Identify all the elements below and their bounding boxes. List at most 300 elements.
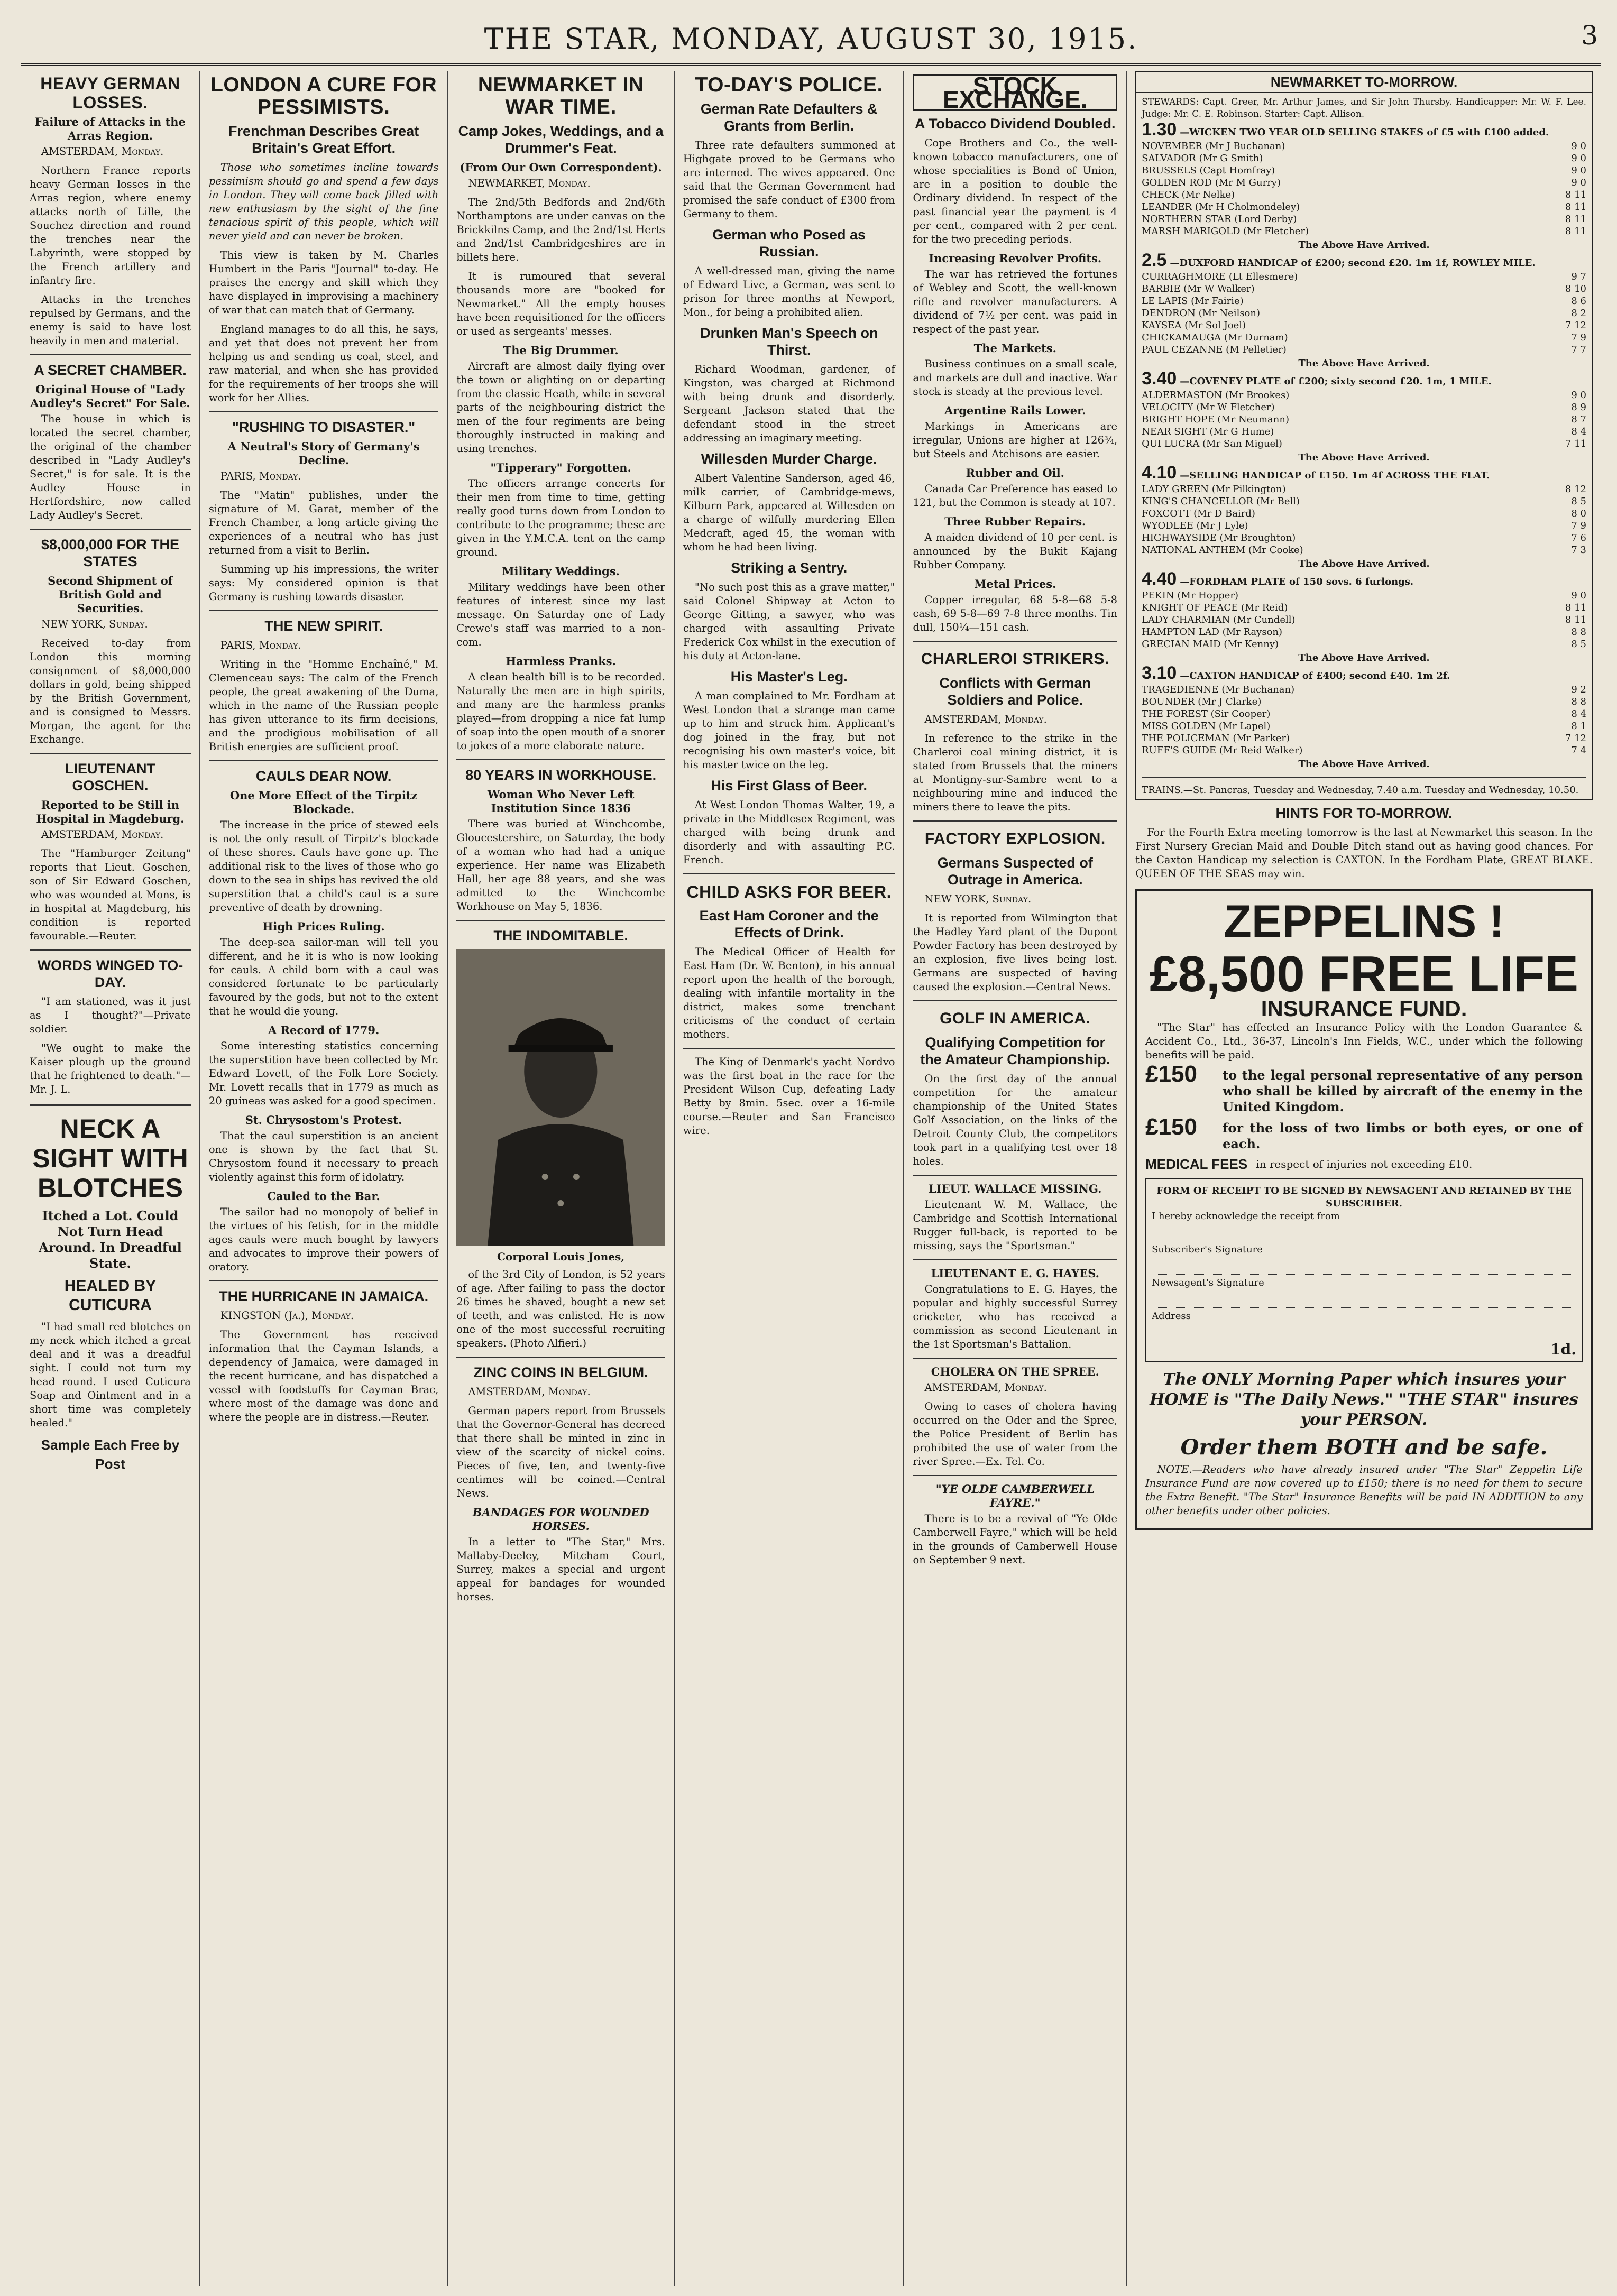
horse-entry (1142, 140, 1586, 152)
horse-weight: 8 11 (1565, 214, 1586, 225)
column-5 (904, 71, 1127, 2286)
subhead-striking-sentry: Striking a Sentry. (731, 560, 848, 576)
soldier-portrait-icon (456, 949, 665, 1246)
subhead-first-glass: His First Glass of Beer. (711, 778, 868, 794)
article-text: Cope Brothers and Co., the well-known tobacco manufacturers, one of whose specialities is Bond of Union, are in a position to double the Ordinary dividend. In respect of the past financial year the payment is 4 per cent., compared with 2 per cent. for the two preceding periods. (913, 137, 1118, 245)
divider (1142, 777, 1586, 778)
horse-entry (1142, 164, 1586, 177)
zep-benefit-text: in respect of injuries not exceeding £10. (1256, 1158, 1473, 1170)
horse-weight: 9 0 (1571, 390, 1586, 401)
horse-entry (1142, 638, 1586, 650)
dateline: NEWMARKET, Monday. (468, 177, 591, 189)
horse-entry (1142, 177, 1586, 189)
divider (209, 760, 438, 761)
horse-name: GOLDEN ROD (Mr M Gurry) (1142, 177, 1281, 188)
article-text: The increase in the price of stewed eels is not the only result of Tirpitz's blockade of these shores. Cauls have gone up. The additional risk to the lives of those who go down to the sea in ships has revived the old superstition that a child's caul is a sure preventive of death by drowning. (208, 819, 439, 914)
race-name: —FORDHAM PLATE of 150 sovs. 6 furlongs. (1180, 576, 1414, 587)
columns (21, 71, 1601, 2286)
column-4 (675, 71, 905, 2286)
headline-lieutenant-goschen: LIEUTENANT GOSCHEN. (65, 761, 155, 794)
horse-weight: 8 11 (1565, 226, 1586, 237)
masthead-title: THE STAR, MONDAY, AUGUST 30, 1915. (484, 22, 1138, 56)
ad-headline: NECK A SIGHT WITH BLOTCHES (32, 1114, 188, 1203)
subhead-frenchman: Frenchman Describes Great Britain's Great Effort. (228, 123, 419, 156)
form-field[interactable] (1152, 1292, 1576, 1308)
race-time: 3.40 (1142, 368, 1177, 389)
horse-entry (1142, 401, 1586, 413)
divider (913, 1358, 1117, 1359)
divider (30, 354, 191, 355)
horse-weight: 8 8 (1571, 696, 1586, 707)
horse-weight: 9 0 (1571, 165, 1586, 176)
crosshead: Harmless Pranks. (506, 654, 616, 668)
horse-weight: 7 12 (1565, 733, 1586, 744)
stewards-note: STEWARDS: Capt. Greer, Mr. Arthur James, and Sir John Thursby. Handicapper: Mr. W. F. Lee. Judge: Mr. C. E. Robinson. Starter: Capt. Allison. (1142, 97, 1586, 119)
horse-entry (1142, 225, 1586, 237)
horse-entry (1142, 319, 1586, 331)
horse-name: KNIGHT OF PEACE (Mr Reid) (1142, 602, 1288, 613)
horse-weight: 8 4 (1571, 708, 1586, 720)
divider (913, 1175, 1117, 1176)
horse-entry (1142, 614, 1586, 626)
horse-weight: 8 11 (1565, 201, 1586, 213)
horse-entry (1142, 532, 1586, 544)
article-text: It is rumoured that several thousands more are "booked for Newmarket." All the empty houses have been requisitioned for the officers or used as sergeants' messes. (456, 270, 665, 337)
subhead-conflicts: Conflicts with German Soldiers and Police. (939, 675, 1091, 708)
horse-entry (1142, 189, 1586, 201)
dateline: NEW YORK, Sunday. (924, 893, 1032, 905)
form-field[interactable] (1152, 1225, 1576, 1241)
horse-weight: 7 9 (1571, 332, 1586, 343)
horse-name: LEANDER (Mr H Cholmondeley) (1142, 201, 1300, 213)
headline-golf-america: GOLF IN AMERICA. (940, 1010, 1091, 1027)
form-line: Subscriber's Signature (1152, 1244, 1263, 1255)
article-text: Markings in Americans are irregular, Unions are higher at 126¾, but Steels and Atchisons are easier. (913, 420, 1118, 460)
horse-weight: 7 7 (1571, 344, 1586, 355)
subhead-lady-audley: Original House of "Lady Audley's Secret" For Sale. (30, 383, 190, 410)
horse-entry (1142, 283, 1586, 295)
horse-entry (1142, 508, 1586, 520)
horse-name: HAMPTON LAD (Mr Rayson) (1142, 626, 1283, 638)
race-time: 1.30 (1142, 119, 1177, 140)
horse-name: KAYSEA (Mr Sol Joel) (1142, 320, 1246, 331)
divider (209, 411, 438, 412)
headline-camberwell-fayre: "YE OLDE CAMBERWELL FAYRE." (935, 1482, 1095, 1509)
horse-weight: 8 4 (1571, 426, 1586, 437)
horse-name: SALVADOR (Mr G Smith) (1142, 153, 1263, 164)
horse-name: NATIONAL ANTHEM (Mr Cooke) (1142, 545, 1303, 556)
crosshead: Military Weddings. (502, 565, 620, 578)
race-time: 2.5 (1142, 250, 1167, 270)
zep-benefit-amount: £150 (1145, 1061, 1197, 1087)
article-text: Three rate defaulters summoned at Highgate proved to be Germans who are interned. The wives appeared. One said that the German Government had promised the safe conduct of £300 from Germany to them. (683, 139, 895, 220)
subhead-willesden-murder: Willesden Murder Charge. (701, 451, 877, 467)
divider (209, 1280, 438, 1281)
subhead-tirpitz: One More Effect of the Tirpitz Blockade. (229, 789, 418, 816)
headline-factory-explosion: FACTORY EXPLOSION. (924, 830, 1106, 847)
headline-8-million: $8,000,000 FOR THE STATES (41, 537, 180, 569)
horse-weight: 8 6 (1571, 296, 1586, 307)
headline-lieut-hayes: LIEUTENANT E. G. HAYES. (931, 1267, 1099, 1280)
horse-weight: 9 0 (1571, 177, 1586, 188)
ad-footer: Sample Each Free by Post (41, 1437, 180, 1472)
ad-text: "I had small red blotches on my neck which itched a great deal and it was a dreadful sight. I could not turn my head round. I used Cuticura Soap and Ointment and in a short time was completely healed." (30, 1321, 191, 1429)
article-text: Aircraft are almost daily flying over the town or alighting on or departing from the classic Heath, while in several parts of the neighbouring district the men of the four regiments are being thoroughly instructed in making and using trenches. (456, 360, 665, 455)
article-text: Writing in the "Homme Enchaîné," M. Clemenceau says: The calm of the French people, the great awakening of the Duma, which in the name of the Russian people has given utterance to its firm decisions, and the prodigious mobilisation of all British energies are sufficient proof. (208, 658, 439, 753)
subhead-drunken-man: Drunken Man's Speech on Thirst. (700, 325, 878, 358)
horse-weight: 7 3 (1571, 545, 1586, 556)
form-title: FORM OF RECEIPT TO BE SIGNED BY NEWSAGENT AND RETAINED BY THE SUBSCRIBER. (1156, 1185, 1572, 1209)
subhead-qualifying: Qualifying Competition for the Amateur Championship. (920, 1035, 1110, 1067)
zep-intro: "The Star" has effected an Insurance Policy with the London Guarantee & Accident Co., Ltd., 36-37, Lincoln's Inn Fields, W.C., under which the following benefits will be paid. (1145, 1021, 1583, 1061)
race-time: 4.10 (1142, 463, 1177, 483)
divider (209, 610, 438, 611)
headline-new-spirit: THE NEW SPIRIT. (264, 618, 383, 634)
page-number: 3 (1581, 20, 1598, 51)
article-text: Canada Car Preference has eased to 121, but the Common is steady at 107. (913, 483, 1118, 509)
racecard-body (1136, 93, 1592, 799)
horse-name: BRUSSELS (Capt Homfray) (1142, 165, 1275, 176)
dateline: PARIS, Monday. (220, 470, 301, 482)
article-text: The "Matin" publishes, under the signature of M. Garat, member of the French Chamber, a long article giving the experiences of a neutral who has just returned from a visit to Berlin. (208, 489, 439, 556)
article-intro: Those who sometimes incline towards pessimism should go and spend a few days in London. They will come back filled with new enthusiasm by the sight of the fine tenacious spirit of this people, which will never yield and can never be broken. (208, 161, 439, 242)
horse-entry (1142, 271, 1586, 283)
headline-cauls-dear: CAULS DEAR NOW. (255, 768, 392, 784)
article-text: Northern France reports heavy German losses in the Arras region, where enemy attacks north of Lille, the Souchez direction and round the trenches near the Labyrinth, were stopped by the French artillery and infantry fire. (30, 164, 191, 287)
article-text: The Government has received information that the Cayman Islands, a dependency of Jamaica, were damaged in the recent hurricane, and has dispatched a vessel with foodstuffs for Cayman Brac, where most of the damage was done and where the people are in distress.—Reuter. (208, 1329, 439, 1423)
horse-entry (1142, 720, 1586, 732)
race-name: —SELLING HANDICAP of £150. 1m 4f ACROSS THE FLAT. (1180, 470, 1490, 481)
article-text: On the first day of the annual competition for the amateur championship of the United States Golf Association, on the links of the Detroit County Club, the competitors took part in a qualifying test over 18 holes. (913, 1073, 1118, 1167)
horse-name: DENDRON (Mr Neilson) (1142, 308, 1261, 319)
arrived-note: The Above Have Arrived. (1298, 358, 1430, 369)
hints-text: For the Fourth Extra meeting tomorrow is the last at Newmarket this season. In the First Nursery Grecian Maid and Double Ditch stand out as having good chances. For the Caxton Handicap my selection is CAXTON. In the Fordham Plate, GREAT BLAKE. QUEEN OF THE SEAS may win. (1135, 826, 1593, 880)
headline-child-asks-beer: CHILD ASKS FOR BEER. (686, 882, 892, 901)
article-text: Copper irregular, 68 5-8—68 5-8 cash, 69 5-8—69 7-8 three months. Tin dull, 150¼—151 cash. (913, 594, 1118, 633)
zep-amount: £8,500 FREE LIFE (1150, 946, 1579, 1002)
divider (913, 820, 1117, 822)
horse-name: CHICKAMAUGA (Mr Durnam) (1142, 332, 1288, 343)
race-title (1142, 368, 1586, 389)
zep-benefit (1145, 1114, 1583, 1152)
crosshead: Three Rubber Repairs. (944, 515, 1086, 528)
article-text: Received to-day from London this morning consignment of $8,000,000 dollars in gold, being shipped by the British Government, and is consigned to Messrs. Morgan, the agent for the Exchange. (30, 637, 191, 745)
horse-name: NEAR SIGHT (Mr G Hume) (1142, 426, 1274, 437)
article-text: In reference to the strike in the Charleroi coal mining district, it is stated from Brussels that the miners at Montigny-sur-Sambre went to a neighbouring mine and induced the miners there to leave the pits. (913, 732, 1118, 813)
horse-name: BOUNDER (Mr J Clarke) (1142, 696, 1262, 707)
horse-weight: 7 9 (1571, 520, 1586, 531)
race-title (1142, 463, 1586, 483)
horse-entry (1142, 152, 1586, 164)
horse-name: THE FOREST (Sir Cooper) (1142, 708, 1271, 720)
ad-subhead: Itched a Lot. Could Not Turn Head Around. In Dreadful State. (39, 1208, 182, 1271)
horse-entry (1142, 744, 1586, 757)
headline-todays-police: TO-DAY'S POLICE. (695, 73, 883, 96)
dateline: KINGSTON (Ja.), Monday. (220, 1310, 354, 1322)
article-text: The Medical Officer of Health for East Ham (Dr. W. Benton), in his annual report upon the health of the borough, dealing with infantile mortality in the district, makes some trenchant criticisms of the conduct of certain mothers. (683, 946, 895, 1040)
horse-weight: 9 0 (1571, 141, 1586, 152)
horse-entry (1142, 426, 1586, 438)
crosshead: The Big Drummer. (503, 344, 619, 357)
headline-hurricane-jamaica: THE HURRICANE IN JAMAICA. (219, 1288, 429, 1304)
horse-name: LADY GREEN (Mr Pilkington) (1142, 484, 1286, 495)
article-text: Lieutenant W. M. Wallace, the Cambridge and Scottish International Rugger full-back, is reported to be missing, says the "Sportsman." (913, 1198, 1118, 1252)
subhead-magdeburg: Reported to be Still in Hospital in Magdeburg. (36, 798, 185, 825)
headline-cholera-spree: CHOLERA ON THE SPREE. (931, 1365, 1099, 1378)
horse-name: VELOCITY (Mr W Fletcher) (1142, 402, 1275, 413)
horse-entry (1142, 602, 1586, 614)
subhead-camp-jokes: Camp Jokes, Weddings, and a Drummer's Feat. (458, 123, 664, 156)
horse-name: GRECIAN MAID (Mr Kenny) (1142, 639, 1279, 650)
ad-brand: HEALED BY CUTICURA (64, 1277, 157, 1314)
form-field[interactable] (1152, 1258, 1576, 1275)
crosshead: "Tipperary" Forgotten. (490, 461, 631, 474)
article-text: "I am stationed, was it just as I thought?"—Private soldier. (30, 995, 191, 1035)
byline: (From Our Own Correspondent). (460, 161, 662, 174)
photo-caption: Corporal Louis Jones, (497, 1250, 625, 1263)
horse-entry (1142, 708, 1586, 720)
headline-80-years-workhouse: 80 YEARS IN WORKHOUSE. (465, 767, 657, 783)
headline-zinc-coins: ZINC COINS IN BELGIUM. (473, 1364, 648, 1380)
article-text: The 2nd/5th Bedfords and 2nd/6th Northamptons are under canvas on the Brickkilns Camp, and the 2nd/1st Herts and 2nd/1st Cambridgeshires are in billets here. (456, 196, 665, 263)
article-text: Military weddings have been other features of interest since my last message. On Saturday one of Lady Crewe's staff was married to a non-com. (456, 581, 665, 648)
article-text: Attacks in the trenches repulsed by Germans, and the enemy is said to have lost heavily in men and material. (30, 293, 191, 347)
horse-name: RUFF'S GUIDE (Mr Reid Walker) (1142, 745, 1303, 756)
horse-entry (1142, 213, 1586, 225)
horse-entry (1142, 331, 1586, 344)
article-text: A maiden dividend of 10 per cent. is announced by the Bukit Kajang Rubber Company. (913, 531, 1118, 571)
photo-corporal-louis-jones (456, 949, 665, 1246)
horse-entry (1142, 520, 1586, 532)
crosshead: A Record of 1779. (268, 1023, 380, 1037)
article-text: A well-dressed man, giving the name of Edward Live, a German, was sent to prison for three months at Newport, Mon., for being a prohibited alien. (683, 265, 895, 318)
crosshead: The Markets. (973, 342, 1056, 355)
crosshead: Increasing Revolver Profits. (929, 252, 1102, 265)
article-text: Some interesting statistics concerning the superstition have been collected by Mr. Edward Lovett, of the Folk Lore Society. Mr. Lovett recalls that in 1779 as much as 20 guineas was asked for a good specimen. (208, 1040, 439, 1107)
divider (683, 1048, 895, 1049)
article-text: The house in which is located the secret chamber, the original of the chamber described in "Lady Audley's Secret," is for sale. It is the Audley House in Hertfordshire, now called Lady Audley's Secret. (30, 413, 191, 521)
column-1 (21, 71, 200, 2286)
subhead-rate-defaulters: German Rate Defaulters & Grants from Berlin. (700, 101, 878, 134)
article-text: "No such post this as a grave matter," said Colonel Shipway at Acton to George Gitting, a sawyer, who was charged with assaulting Private Frederick Cox whilst in the execution of his duty at Acton-lane. (683, 581, 895, 662)
race-name: —DUXFORD HANDICAP of £200; second £20. 1m 1f, ROWLEY MILE. (1170, 257, 1536, 269)
horse-name: LE LAPIS (Mr Fairie) (1142, 296, 1244, 307)
divider (913, 641, 1117, 642)
horse-entry (1142, 684, 1586, 696)
zep-benefit (1145, 1157, 1583, 1171)
horse-weight: 8 11 (1565, 614, 1586, 625)
horse-weight: 7 6 (1571, 532, 1586, 543)
article-text: England manages to do all this, he says, and yet that does not prevent her from helping us and sending us coal, steel, and raw material, and when she has provided for the requirements of her troops she will work for her Allies. (208, 323, 439, 404)
headline-london-cure: LONDON A CURE FOR PESSIMISTS. (210, 73, 437, 118)
zep-benefit-amount: MEDICAL FEES (1145, 1156, 1248, 1172)
column-3 (448, 71, 675, 2286)
article-text: Business continues on a small scale, and markets are dull and inactive. War stock is steady at the previous level. (913, 358, 1118, 398)
divider (913, 1259, 1117, 1260)
horse-weight: 8 9 (1571, 402, 1586, 413)
horse-weight: 8 5 (1571, 496, 1586, 507)
horse-entry (1142, 483, 1586, 495)
receipt-form (1145, 1178, 1583, 1362)
headline-stock-exchange: STOCK EXCHANGE. (913, 74, 1117, 111)
race-title (1142, 663, 1586, 683)
article-text: The King of Denmark's yacht Nordvo was the first boat in the race for the President Wilson Cup, defeating Lady Betty by 8min. 5sec. over a 16-mile course.—Reuter and San Francisco wire. (683, 1056, 895, 1137)
article-text: This view is taken by M. Charles Humbert in the Paris "Journal" to-day. He praises the energy and skill which they have displayed in improvising a machinery of war that can match that of Germany. (208, 249, 439, 316)
article-text: At West London Thomas Walter, 19, a private in the Middlesex Regiment, was charged with being drunk and disorderly and with assaulting P.C. French. (683, 799, 895, 866)
horse-entry (1142, 295, 1586, 307)
divider (30, 753, 191, 754)
article-text: of the 3rd City of London, is 52 years of age. After failing to pass the doctor 26 times he shaved, bought a new set of teeth, and was enlisted. He is now one of the most successful recruiting speakers. (Photo Alfieri.) (456, 1268, 665, 1349)
article-text: That the caul superstition is an ancient one is shown by the fact that St. Chrysostom found it necessary to preach violently against this form of idolatry. (208, 1130, 439, 1183)
race-list (1142, 119, 1586, 770)
headline-bandages: BANDAGES FOR WOUNDED HORSES. (472, 1506, 649, 1533)
subhead-masters-leg: His Master's Leg. (730, 669, 848, 685)
dateline: AMSTERDAM, Monday. (924, 1381, 1047, 1394)
bottom-slogan-2: Order them BOTH and be safe. (1180, 1435, 1548, 1460)
article-text: "We ought to make the Kaiser plough up the ground that he frightened to death."—Mr. J. L. (30, 1042, 191, 1095)
arrived-note: The Above Have Arrived. (1298, 652, 1430, 663)
horse-entry (1142, 389, 1586, 401)
headline-words-winged: WORDS WINGED TO-DAY. (37, 957, 183, 990)
horse-name: KING'S CHANCELLOR (Mr Bell) (1142, 496, 1300, 507)
divider (456, 920, 665, 921)
zep-benefit-text: for the loss of two limbs or both eyes, or one of each. (1223, 1120, 1583, 1151)
horse-entry (1142, 201, 1586, 213)
dateline: AMSTERDAM, Monday. (468, 1386, 591, 1398)
horse-entry (1142, 495, 1586, 508)
headline-hints: HINTS FOR TO-MORROW. (1275, 805, 1453, 821)
article-text: German papers report from Brussels that the Governor-General has decreed that there shall be minted in zinc in view of the scarcity of nickel coins. Pieces of five, ten, and twenty-five centimes will be coined.—Central News. (456, 1405, 665, 1499)
horse-name: PEKIN (Mr Hopper) (1142, 590, 1239, 601)
race-time: 4.40 (1142, 569, 1177, 589)
divider (456, 1357, 665, 1358)
horse-entry (1142, 696, 1586, 708)
crosshead: High Prices Ruling. (262, 920, 385, 933)
column-2 (200, 71, 448, 2286)
bottom-slogan: The ONLY Morning Paper which insures your HOME is "The Daily News." "THE STAR" insures your PERSON. (1150, 1370, 1578, 1429)
headline-lieut-wallace: LIEUT. WALLACE MISSING. (929, 1182, 1102, 1195)
race-title (1142, 119, 1586, 140)
article-text: The "Hamburger Zeitung" reports that Lieut. Goschen, son of Sir Edward Goschen, who was wounded at Mons, is in hospital at Magdeburg, his condition is reported favourable.—Reuter. (30, 847, 191, 942)
horse-weight: 9 0 (1571, 153, 1586, 164)
article-text: The sailor had no monopoly of belief in the virtues of his fetish, for in the middle ages cauls were much bought by lawyers and advocates to improve their powers of oratory. (208, 1206, 439, 1273)
subhead-neutral-story: A Neutral's Story of Germany's Decline. (227, 440, 420, 467)
horse-weight: 8 8 (1571, 626, 1586, 638)
subhead-gold-shipment: Second Shipment of British Gold and Securities. (48, 574, 173, 615)
race-title (1142, 569, 1586, 589)
arrived-note: The Above Have Arrived. (1298, 759, 1430, 770)
crosshead: Metal Prices. (974, 577, 1056, 591)
horse-name: QUI LUCRA (Mr San Miguel) (1142, 438, 1282, 449)
horse-entry (1142, 589, 1586, 602)
article-text: A man complained to Mr. Fordham at West London that a strange man came up to him and struck him. Applicant's dog joined in the fray, but not recognising his own master's voice, bit his master twice on the leg. (683, 690, 895, 771)
dateline: NEW YORK, Sunday. (41, 618, 148, 630)
horse-weight: 7 12 (1565, 320, 1586, 331)
dateline: AMSTERDAM, Monday. (41, 145, 164, 158)
crosshead: Rubber and Oil. (966, 466, 1064, 480)
article-text: Owing to cases of cholera having occurred on the Oder and the Spree, the Police President of Berlin has prohibited the use of water from the river Spree.—Ex. Tel. Co. (913, 1400, 1118, 1468)
article-text: A clean health bill is to be recorded. Naturally the men are in high spirits, and many are the harmless pranks played—from dropping a nice fat lump of soap into the open mouth of a snorer to jokes of a more elaborate nature. (456, 671, 665, 752)
headline-charleroi-strikers: CHARLEROI STRIKERS. (921, 650, 1109, 668)
divider (913, 1475, 1117, 1476)
subhead-arras: Failure of Attacks in the Arras Region. (34, 115, 186, 142)
horse-name: TRAGEDIENNE (Mr Buchanan) (1142, 684, 1295, 695)
horse-entry (1142, 626, 1586, 638)
arrived-note: The Above Have Arrived. (1298, 558, 1430, 569)
dateline: PARIS, Monday. (220, 639, 301, 651)
race-title (1142, 250, 1586, 270)
form-line: I hereby acknowledge the receipt from (1152, 1211, 1340, 1222)
form-field[interactable] (1152, 1325, 1576, 1341)
horse-name: FOXCOTT (Mr D Baird) (1142, 508, 1255, 519)
headline-rushing-to-disaster: "RUSHING TO DISASTER." (232, 419, 416, 435)
horse-entry (1142, 413, 1586, 426)
horse-name: MARSH MARIGOLD (Mr Fletcher) (1142, 226, 1309, 237)
article-text: The deep-sea sailor-man will tell you different, and he it is who is now looking for cauls. A child born with a caul was considered fortunate to be particularly favoured by the gods, but not to the extent that he would die young. (208, 936, 439, 1017)
horse-weight: 8 0 (1571, 508, 1586, 519)
horse-weight: 8 5 (1571, 639, 1586, 650)
horse-entry (1142, 438, 1586, 450)
column-6 (1127, 71, 1601, 2286)
horse-weight: 8 12 (1565, 484, 1586, 495)
horse-entry (1142, 544, 1586, 556)
horse-entry (1142, 344, 1586, 356)
horse-weight: 7 11 (1565, 438, 1586, 449)
form-line: Address (1152, 1311, 1191, 1322)
zep-benefit-text: to the legal personal representative of any person who shall be killed by aircraft of the enemy in the United Kingdom. (1223, 1067, 1583, 1114)
form-price: 1d. (1550, 1341, 1576, 1358)
article-text: Richard Woodman, gardener, of Kingston, was charged at Richmond with being drunk and disorderly. Sergeant Jackson stated that the defendant stood in the street addressing an imaginary meeting. (683, 363, 895, 444)
horse-name: NOVEMBER (Mr J Buchanan) (1142, 141, 1285, 152)
divider (683, 873, 895, 874)
divider (456, 759, 665, 760)
form-line: Newsagent's Signature (1152, 1277, 1264, 1288)
horse-weight: 9 2 (1571, 684, 1586, 695)
arrived-note: The Above Have Arrived. (1298, 239, 1430, 251)
subhead-tobacco-dividend: A Tobacco Dividend Doubled. (915, 116, 1116, 132)
divider (30, 1104, 191, 1106)
horse-weight: 8 1 (1571, 721, 1586, 732)
subhead-institution: Woman Who Never Left Institution Since 1836 (487, 788, 635, 815)
horse-name: ALDERMASTON (Mr Brookes) (1142, 390, 1290, 401)
horse-weight: 9 7 (1571, 271, 1586, 282)
zep-fund: INSURANCE FUND. (1261, 996, 1467, 1021)
race-name: —WICKEN TWO YEAR OLD SELLING STAKES of £5 with £100 added. (1180, 127, 1549, 138)
racecard-title: NEWMARKET TO-MORROW. (1136, 72, 1592, 93)
subhead-german-russian: German who Posed as Russian. (712, 227, 866, 260)
article-text: There is to be a revival of "Ye Olde Camberwell Fayre," which will be held in the grounds of Camberwell House on September 9 next. (913, 1513, 1118, 1566)
crosshead: St. Chrysostom's Protest. (245, 1113, 402, 1127)
horse-name: BRIGHT HOPE (Mr Neumann) (1142, 414, 1289, 425)
racecard (1135, 71, 1593, 800)
article-text: Summing up his impressions, the writer says: My considered opinion is that Germany is rushing towards disaster. (208, 563, 439, 603)
headline-heavy-german-losses: HEAVY GERMAN LOSSES. (40, 74, 180, 112)
crosshead: Cauled to the Bar. (267, 1190, 380, 1203)
horse-weight: 9 0 (1571, 590, 1586, 601)
horse-weight: 8 10 (1565, 283, 1586, 294)
headline-indomitable: THE INDOMITABLE. (493, 928, 628, 944)
horse-weight: 7 4 (1571, 745, 1586, 756)
article-text: There was buried at Winchcombe, Gloucestershire, on Saturday, the body of a woman who had had a unique experience. Her name was Elizabeth Hall, her age 88 years, and she was admitted to the Winchcombe Workhouse on May 5, 1836. (456, 818, 665, 912)
article-text: Albert Valentine Sanderson, aged 46, milk carrier, of Cambridge-mews, Kilburn Park, appeared at Willesden on a charge of wilfully murdering Ellen Medcraft, aged 45, the woman with whom he had been living. (683, 472, 895, 553)
horse-name: CHECK (Mr Nelke) (1142, 189, 1235, 200)
article-text: Congratulations to E. G. Hayes, the popular and highly successful Surrey cricketer, who has received a commission as second Lieutenant in the 1st Sportsman's Battalion. (913, 1283, 1118, 1350)
horse-weight: 8 2 (1571, 308, 1586, 319)
divider (30, 949, 191, 951)
zep-benefit (1145, 1061, 1583, 1115)
subhead-east-ham: East Ham Coroner and the Effects of Drink. (699, 908, 879, 940)
divider (30, 529, 191, 530)
